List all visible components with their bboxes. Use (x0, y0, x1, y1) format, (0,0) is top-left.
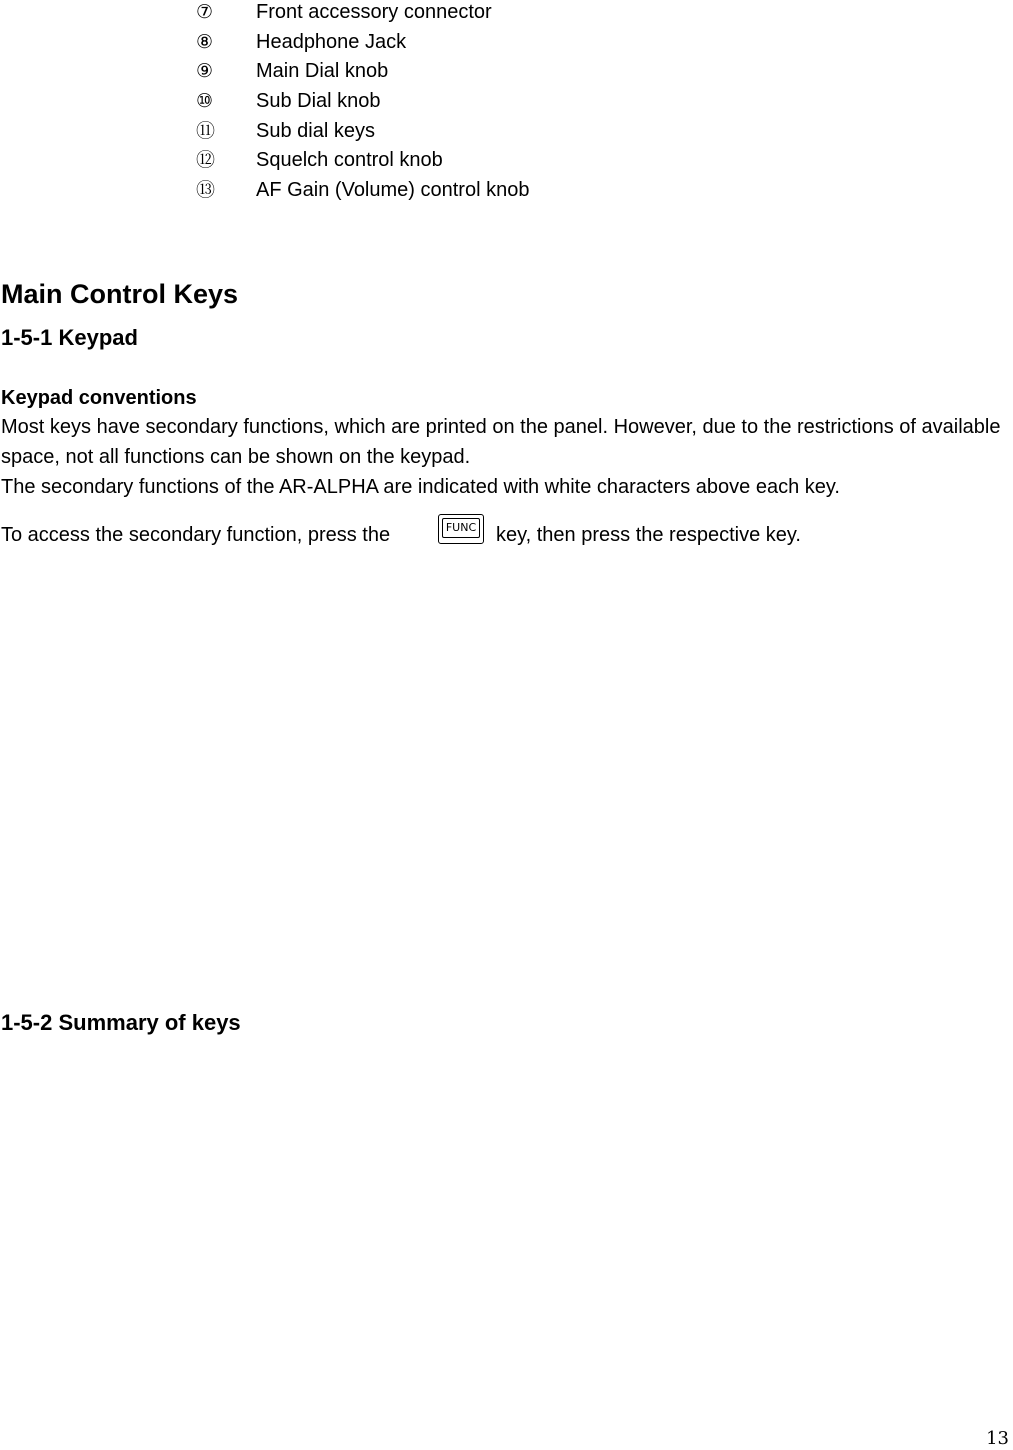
conventions-paragraph-1: Most keys have secondary functions, which are printed on the panel. However, due to the restrictions of available space, not all functions can be shown on the keypad. (1, 416, 1001, 468)
page-number: 13 (986, 1428, 1009, 1449)
summary-heading: 1-5-2 Summary of keys (1, 1010, 241, 1035)
parts-list (196, 0, 896, 208)
section-title: Main Control Keys (1, 279, 239, 309)
list-item-number: ⑧ (196, 30, 214, 53)
list-item-label: Main Dial knob (256, 60, 389, 83)
list-item (196, 148, 896, 178)
func-key-icon (438, 514, 484, 544)
list-item-label: Squelch control knob (256, 149, 443, 172)
list-item (196, 0, 896, 30)
list-item (196, 178, 896, 208)
list-item-number: ⑪ (196, 119, 216, 142)
access-text-before: To access the secondary function, press the (1, 524, 391, 546)
conventions-title: Keypad conventions (1, 387, 197, 409)
list-item (196, 30, 896, 60)
list-item-label: Sub Dial knob (256, 90, 381, 113)
list-item (196, 59, 896, 89)
func-access-line (1, 512, 1001, 552)
access-text-after: key, then press the respective key. (496, 524, 801, 546)
list-item-number: ⑩ (196, 90, 214, 113)
list-item-number: ⑦ (196, 1, 214, 23)
list-item-number: ⑬ (196, 179, 216, 202)
func-key-label: FUNC (442, 518, 480, 538)
list-item (196, 89, 896, 119)
list-item (196, 119, 896, 149)
conventions-paragraph-2: The secondary functions of the AR-ALPHA are indicated with white characters above each key. (1, 476, 840, 498)
list-item-label: Front accessory connector (256, 1, 492, 23)
list-item-number: ⑫ (196, 149, 216, 172)
list-item-label: AF Gain (Volume) control knob (256, 179, 530, 202)
list-item-label: Sub dial keys (256, 119, 375, 142)
keypad-heading: 1-5-1 Keypad (1, 325, 138, 350)
list-item-number: ⑨ (196, 60, 214, 83)
list-item-label: Headphone Jack (256, 30, 407, 53)
